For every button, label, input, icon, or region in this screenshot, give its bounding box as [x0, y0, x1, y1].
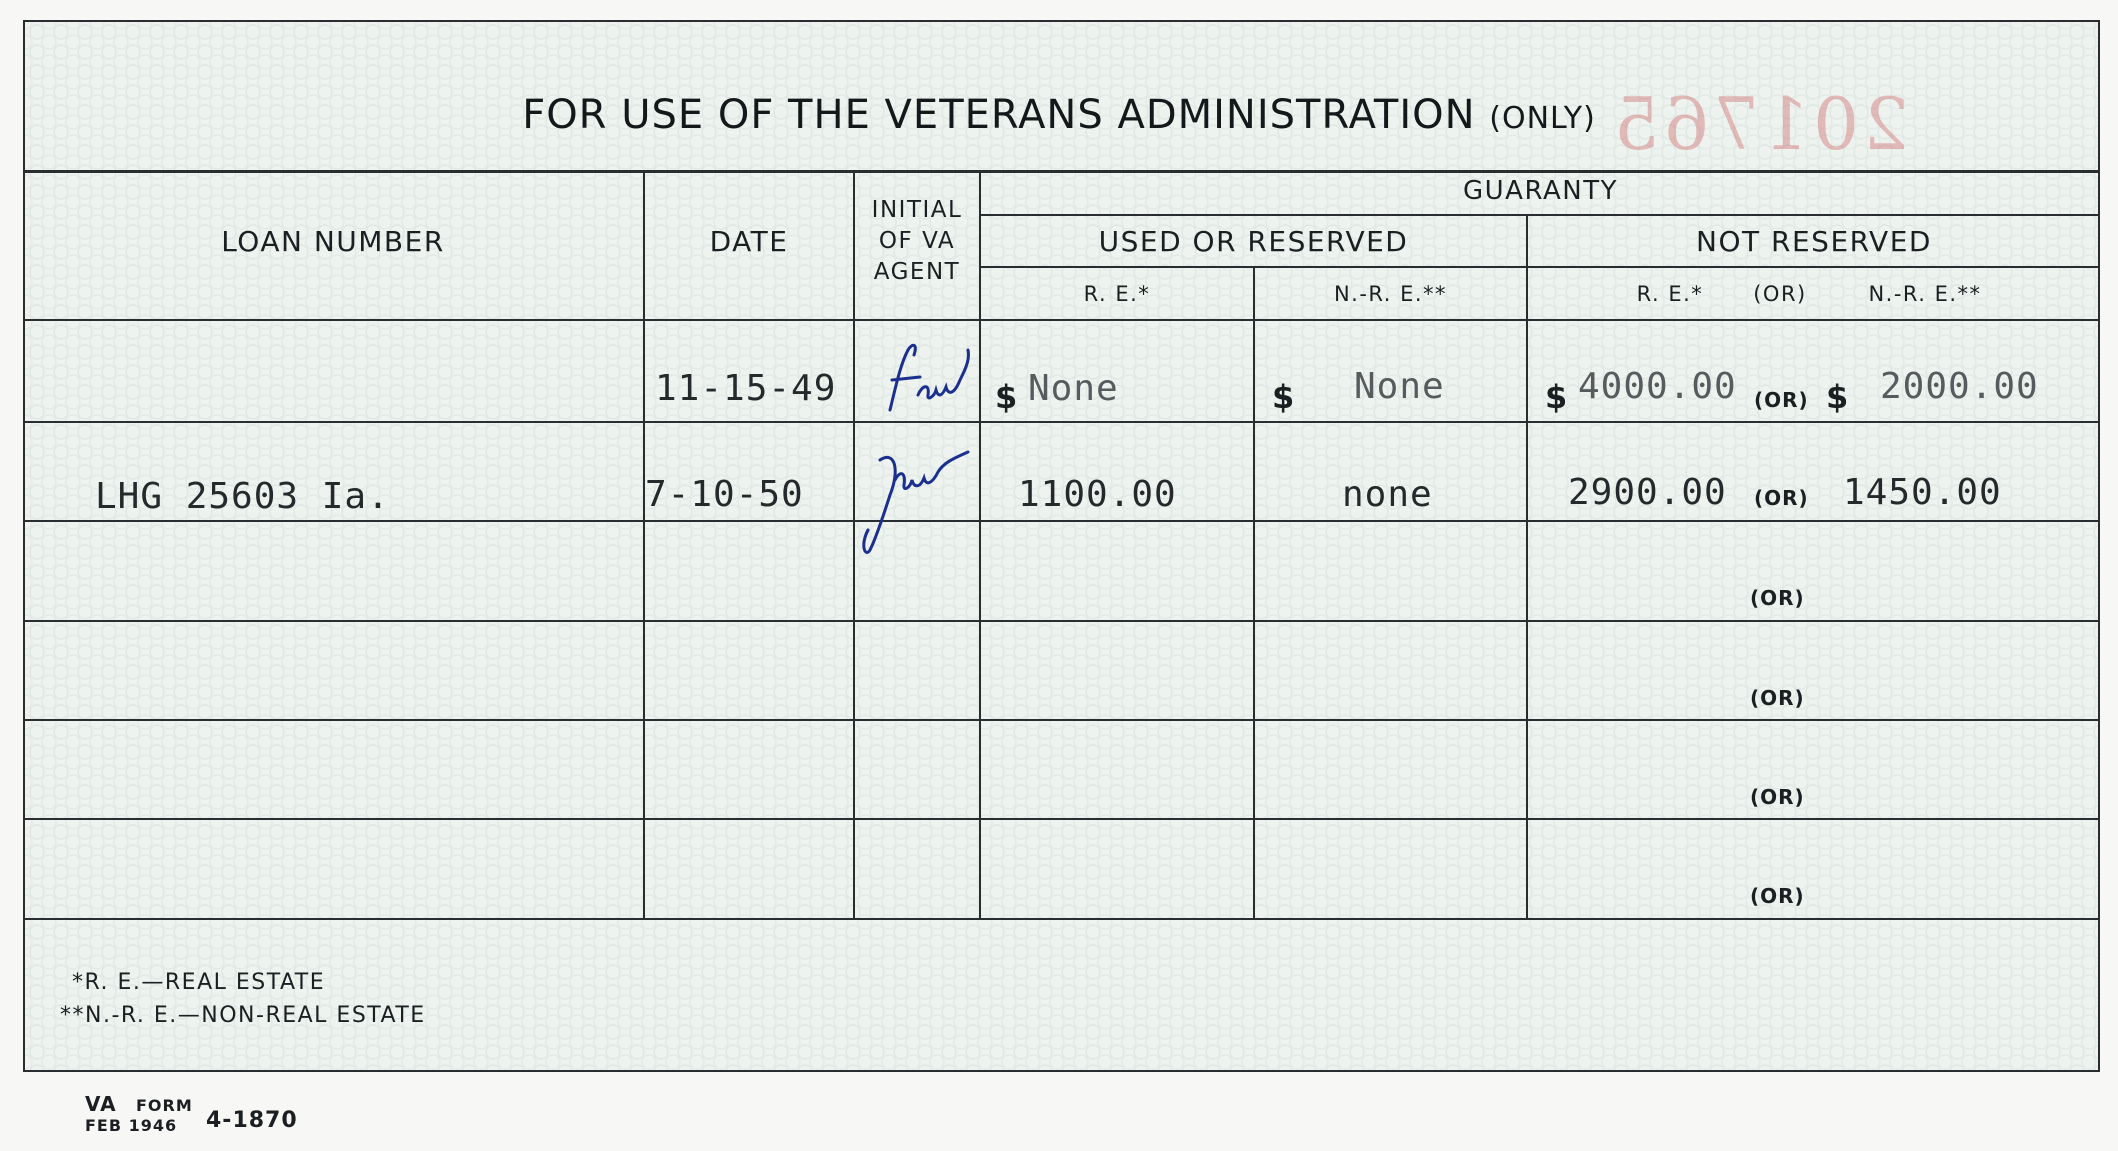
agent-initials-signature-1: [870, 335, 990, 425]
agent-initials-signature-2: [840, 440, 980, 560]
col-divider-not-reserved: [1526, 214, 1528, 918]
header-initial: [855, 195, 979, 288]
header-date: DATE: [709, 225, 789, 258]
row-6-or: (OR): [1750, 884, 1805, 908]
header-initial-line-1: INITIAL: [871, 197, 963, 223]
form-id-form: FORM: [136, 1096, 193, 1115]
header-initial-line-2: OF VA: [878, 228, 956, 254]
row-2-used-re: 1100.00: [1018, 474, 1177, 515]
header-not-or: (OR): [1753, 282, 1807, 306]
row-2-not-re: 2900.00: [1568, 472, 1727, 513]
row-1-used-nre: None: [1354, 366, 1445, 407]
form-title: [0, 92, 2118, 138]
row-4-or: (OR): [1750, 686, 1805, 710]
footnote-nre: **N.-R. E.—NON-REAL ESTATE: [60, 1003, 426, 1028]
row-1-not-nre-dollar: $: [1826, 378, 1849, 416]
form-id-number: 4-1870: [206, 1108, 298, 1133]
rule-row-4: [23, 719, 2100, 721]
header-used-or-reserved: USED OR RESERVED: [1098, 225, 1409, 258]
header-initial-line-3: AGENT: [873, 259, 961, 285]
col-divider-used-nre: [1253, 266, 1255, 918]
serial-number: 201765: [1610, 82, 1909, 166]
row-1-used-re: None: [1028, 368, 1119, 409]
header-used-nre: N.-R. E.**: [1333, 282, 1448, 306]
form-id-date: FEB 1946: [85, 1116, 178, 1135]
row-2-used-nre: none: [1342, 474, 1433, 515]
rule-under-guaranty: [981, 214, 2100, 216]
rule-row-3: [23, 620, 2100, 622]
header-guaranty: GUARANTY: [1463, 176, 1618, 206]
row-1-used-re-dollar: $: [995, 378, 1018, 416]
row-1-or: (OR): [1754, 388, 1809, 412]
header-loan-number: LOAN NUMBER: [221, 225, 445, 258]
rule-row-5: [23, 818, 2100, 820]
form-title-suffix: (ONLY): [1489, 101, 1596, 136]
row-1-used-nre-dollar: $: [1272, 378, 1295, 416]
rule-header-bottom: [23, 319, 2100, 321]
row-2-date: 7-10-50: [645, 474, 804, 515]
col-divider-date: [643, 171, 645, 919]
row-3-or: (OR): [1750, 586, 1805, 610]
header-not-reserved: NOT RESERVED: [1696, 225, 1932, 258]
row-5-or: (OR): [1750, 785, 1805, 809]
header-not-nre: N.-R. E.**: [1868, 282, 1982, 306]
row-1-not-re: 4000.00: [1578, 366, 1737, 407]
header-used-re: R. E.*: [1083, 282, 1151, 306]
header-not-re: R. E.*: [1636, 282, 1704, 306]
row-1-not-re-dollar: $: [1545, 378, 1568, 416]
rule-table-bottom: [23, 918, 2100, 920]
rule-under-used-reserved: [981, 266, 2100, 268]
rule-row-2: [23, 520, 2100, 522]
form-title-main: FOR USE OF THE VETERANS ADMINISTRATION: [522, 92, 1476, 138]
row-2-or: (OR): [1754, 486, 1809, 510]
form-id-va: VA: [85, 1092, 117, 1116]
row-2-not-nre: 1450.00: [1843, 472, 2002, 513]
footnote-re: *R. E.—REAL ESTATE: [72, 970, 326, 995]
row-2-loan-number: LHG 25603 Ia.: [95, 476, 390, 517]
rule-under-title: [23, 170, 2100, 173]
rule-row-1: [23, 421, 2100, 423]
row-1-date: 11-15-49: [655, 368, 837, 409]
row-1-not-nre: 2000.00: [1880, 366, 2039, 407]
